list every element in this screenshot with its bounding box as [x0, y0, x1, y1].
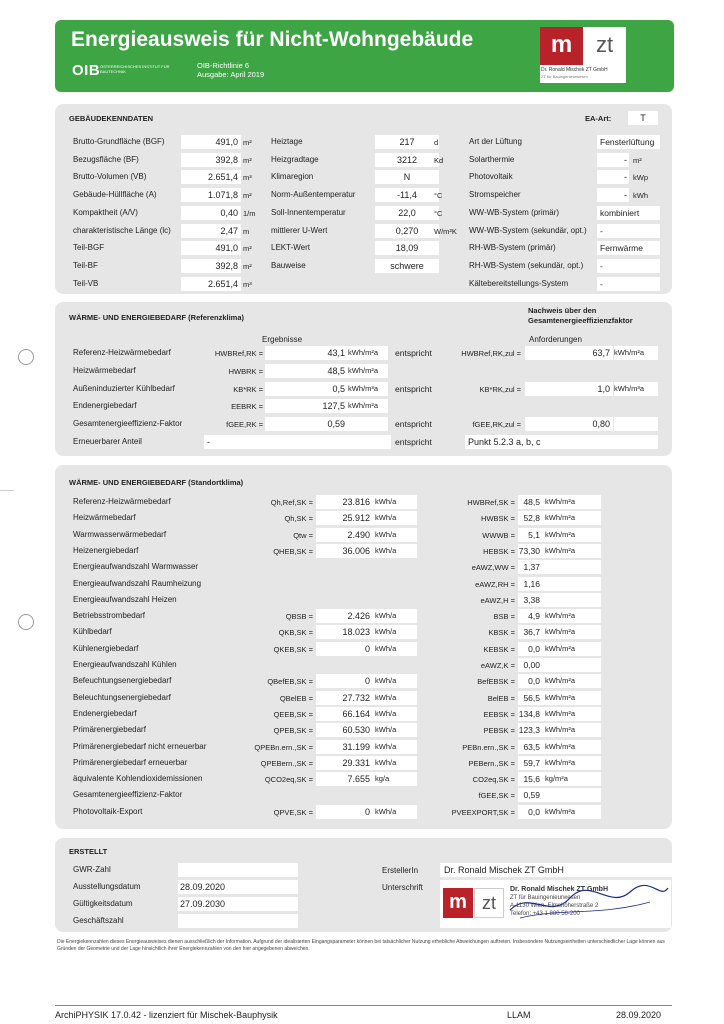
kenndaten-label: Heizgradtage — [271, 154, 319, 164]
standort-q-value: 2.490 — [316, 528, 373, 542]
kenndaten-unit: m³ — [243, 173, 252, 183]
standort-s-unit: kWh/m²a — [543, 707, 601, 721]
referenz-unit: kWh/m²a — [348, 399, 388, 413]
punch-hole-icon — [18, 349, 34, 365]
kenndaten-unit: kWh — [633, 191, 648, 201]
referenz-label: Heizwärmebedarf — [73, 365, 136, 375]
logo-company-subtitle: ZT für Bauingenieurwesen — [541, 74, 588, 79]
kenndaten-label: Kältebereitstellungs-System — [469, 278, 569, 288]
standort-s-symbol: eAWZ,RH = — [475, 579, 515, 589]
standort-q-unit: kWh/a — [373, 674, 417, 688]
stamp-logo-zt-icon: zt — [474, 888, 504, 918]
company-logo — [540, 27, 626, 83]
referenz-label: Referenz-Heizwärmebedarf — [73, 348, 171, 357]
standort-q-value: 66.164 — [316, 707, 373, 721]
standort-label: Befeuchtungsenergiebedarf — [73, 676, 172, 686]
standort-label: Energieaufwandszahl Kühlen — [73, 660, 177, 669]
standort-q-unit: kWh/a — [373, 495, 417, 509]
kenndaten-value: 22,0 — [375, 206, 439, 220]
standort-s-symbol: PVEEXPORT,SK = — [451, 807, 515, 817]
anforderung-value: 1,0 — [525, 382, 613, 396]
kenndaten-label: Heiztage — [271, 137, 303, 146]
standort-q-unit: kWh/a — [373, 740, 417, 754]
referenz-symbol: KB*RK = — [233, 384, 263, 394]
anforderung-value: Punkt 5.2.3 a, b, c — [465, 435, 658, 449]
standort-s-value: 1,16 — [518, 577, 543, 591]
logo-m-icon: m — [540, 27, 583, 65]
erstellt-value — [178, 914, 298, 928]
standort-s-symbol: PEBern.,SK = — [468, 758, 515, 768]
gebaeudekenndaten-panel — [55, 104, 672, 294]
kenndaten-value: - — [597, 153, 629, 167]
kenndaten-value: 2.651,4 — [181, 277, 241, 291]
referenz-value: 0,59 — [265, 417, 348, 431]
standort-q-unit: kWh/a — [373, 528, 417, 542]
standort-s-unit: kWh/m²a — [543, 740, 601, 754]
kenndaten-value: 217 — [375, 135, 439, 149]
standort-s-unit: kWh/m²a — [543, 674, 601, 688]
anforderung-value: 63,7 — [525, 346, 613, 360]
standort-s-value: 63,5 — [518, 740, 543, 754]
referenz-status: entspricht — [395, 437, 432, 447]
kenndaten-value: 1.071,8 — [181, 188, 241, 202]
standort-q-unit: kWh/a — [373, 723, 417, 737]
standort-s-unit: kWh/m²a — [543, 528, 601, 542]
standort-q-symbol: QCO2eq,SK = — [264, 775, 313, 785]
standort-s-unit — [543, 577, 601, 591]
standort-s-value: 48,5 — [518, 495, 543, 509]
referenz-unit: kWh/m³a — [348, 382, 388, 396]
section-title: WÄRME- UND ENERGIEBEDARF (Standortklima) — [69, 478, 244, 487]
standort-label: Energieaufwandszahl Warmwasser — [73, 562, 199, 572]
standort-s-value: 1,37 — [518, 560, 543, 574]
ersteller-value: Dr. Ronald Mischek ZT GmbH — [440, 863, 674, 877]
footer-software: ArchiPHYSIK 17.0.42 - lizenziert für Mischek-Bauphysik — [55, 1010, 278, 1020]
anforderung-unit: kWh/m³a — [614, 382, 658, 396]
signature-box — [440, 880, 671, 928]
standort-label: äquivalente Kohlendioxidemissionen — [73, 774, 203, 784]
kenndaten-value: 3212 — [375, 153, 439, 167]
kenndaten-unit: °C — [434, 191, 443, 201]
standort-label: Kühlenergiebedarf — [73, 643, 139, 653]
standort-s-symbol: fGEE,SK = — [478, 791, 515, 801]
kenndaten-value: 18,09 — [375, 241, 439, 255]
standort-q-symbol: QPVE,SK = — [273, 807, 313, 817]
standort-s-value: 0,0 — [518, 674, 543, 688]
standort-q-symbol: QBelEB = — [279, 693, 313, 703]
kenndaten-unit: m² — [243, 244, 252, 254]
standort-q-value: 29.331 — [316, 756, 373, 770]
referenz-value: 43,1 — [265, 346, 348, 360]
standort-s-symbol: eAWZ,K = — [480, 661, 515, 670]
standort-label: Endenergiebedarf — [73, 708, 137, 718]
referenz-status: entspricht — [395, 383, 432, 394]
kenndaten-label: charakteristische Länge (lc) — [73, 225, 171, 235]
referenz-symbol: HWBRK = — [228, 366, 263, 376]
logo-company-name: Dr. Ronald Mischek ZT GmbH — [541, 67, 608, 73]
kenndaten-label: Teil-BF — [73, 260, 98, 270]
kenndaten-label: Klimaregion — [271, 172, 314, 182]
anforderung-symbol: HWBRef,RK,zul = — [461, 349, 521, 358]
richtlinie-info — [197, 61, 264, 79]
standort-q-value: 36.006 — [316, 544, 373, 558]
standort-q-unit: kg/a — [373, 772, 417, 786]
referenz-status: entspricht — [395, 348, 432, 358]
stamp-company-name: Dr. Ronald Mischek ZT GmbH — [510, 886, 609, 893]
kenndaten-value: - — [597, 259, 660, 273]
referenz-symbol: fGEE,RK = — [226, 420, 263, 430]
referenz-symbol: EEBRK = — [231, 402, 263, 412]
referenz-label: Gesamtenergieeffizienz-Faktor — [73, 419, 183, 429]
standort-q-symbol: QBefEB,SK = — [267, 677, 313, 687]
referenz-label: Erneuerbarer Anteil — [73, 437, 142, 446]
referenz-value: 0,5 — [265, 382, 348, 396]
footer-divider — [55, 1005, 672, 1006]
logo-zt-icon: zt — [595, 32, 614, 57]
standort-label: Primärenergiebedarf erneuerbar — [73, 757, 188, 767]
standort-q-symbol: QPEB,SK = — [273, 726, 313, 736]
standortklima-panel — [55, 465, 672, 829]
standort-s-unit: kWh/m²a — [543, 625, 601, 639]
standort-q-symbol: QKEB,SK = — [273, 644, 313, 654]
standort-q-value: 0 — [316, 642, 373, 656]
standort-q-symbol: Qtw = — [293, 530, 313, 540]
handwritten-signature-icon — [500, 880, 670, 926]
kenndaten-label: RH-WB-System (primär) — [469, 243, 556, 253]
kenndaten-value: 2.651,4 — [181, 170, 241, 184]
standort-q-value: 2.426 — [316, 609, 373, 623]
kenndaten-unit: kWp — [633, 173, 648, 183]
stamp-line-3: A-1130 Wien, Elmshöherstraße 2 — [510, 903, 599, 909]
standort-s-symbol: HEBSK = — [483, 546, 515, 556]
standort-label: Energieaufwandszahl Heizen — [73, 594, 177, 604]
kenndaten-label: Solarthermie — [469, 154, 515, 164]
kenndaten-unit: m² — [633, 155, 642, 165]
standort-s-value: 52,8 — [518, 511, 543, 525]
standort-q-unit: kWh/a — [373, 642, 417, 656]
standort-q-symbol: Qh,Ref,SK = — [270, 498, 313, 507]
standort-label: Energieaufwandszahl Raumheizung — [73, 578, 202, 588]
standort-q-unit: kWh/a — [373, 756, 417, 770]
standort-s-symbol: EEBSK = — [483, 709, 515, 719]
standort-s-symbol: BelEB = — [487, 693, 515, 703]
standort-q-symbol: QEEB,SK = — [273, 709, 313, 719]
referenz-label: Endenergiebedarf — [73, 401, 137, 411]
referenz-value: 48,5 — [265, 364, 348, 378]
standort-q-unit: kWh/a — [373, 511, 417, 525]
kenndaten-label: Soll-Innentemperatur — [271, 207, 346, 217]
standort-q-unit: kWh/a — [373, 805, 417, 819]
kenndaten-label: Bezugsfläche (BF) — [73, 154, 139, 164]
standort-q-value: 18.023 — [316, 625, 373, 639]
referenz-unit: kWh/m²a — [348, 346, 388, 360]
referenz-value: - — [204, 435, 391, 449]
anforderungen-heading: Anforderungen — [529, 335, 582, 344]
kenndaten-value: -11,4 — [375, 188, 439, 202]
standort-q-symbol: QBSB = — [285, 612, 313, 622]
kenndaten-label: Teil-VB — [73, 278, 99, 288]
kenndaten-value: N — [375, 170, 439, 184]
standort-s-unit — [543, 788, 601, 802]
ea-art-label: EA-Art: — [585, 114, 612, 123]
section-title: GEBÄUDEKENNDATEN — [69, 114, 154, 123]
standort-s-symbol: eAWZ,WW = — [471, 563, 515, 573]
kenndaten-label: Kompaktheit (A/V) — [73, 207, 138, 217]
kenndaten-value: - — [597, 188, 629, 202]
kenndaten-value: - — [597, 170, 629, 184]
stamp-logo-m-icon: m — [443, 888, 473, 918]
standort-s-symbol: CO2eq,SK = — [472, 775, 515, 785]
standort-s-value: 3,38 — [518, 593, 543, 607]
kenndaten-value: 491,0 — [181, 135, 241, 149]
standort-s-symbol: PEBn.ern.,SK = — [462, 742, 515, 752]
kenndaten-unit: m — [243, 226, 250, 236]
page-title: Energieausweis für Nicht-Wohngebäude — [71, 28, 474, 51]
standort-q-symbol: Qh,SK = — [284, 514, 313, 524]
kenndaten-unit: m² — [243, 138, 252, 147]
standort-s-unit: kWh/m²a — [543, 495, 601, 509]
kenndaten-label: Norm-Außentemperatur — [271, 190, 356, 200]
kenndaten-value: schwere — [375, 259, 439, 273]
standort-s-symbol: BefEBSK = — [477, 677, 515, 687]
ausgabe-label: Ausgabe: April 2019 — [197, 70, 265, 79]
kenndaten-value: 392,8 — [181, 259, 241, 273]
standort-q-unit: kWh/a — [373, 691, 417, 705]
disclaimer-text: Die Energiekennzahlen dieses Energieausweises dienen ausschließlich der Information. Aufgrund der idealisierten Eingangsparameter können bei tatsächlicher Nutzung erhebliche Abweichungen auftreten. Insbesondere Nutzungseinheiten unterschiedlicher Lage können aus Gründen der Geometrie und der Lage hinsichtlich ihrer Energiekennzahlen von den hier angegebenen abweichen. — [57, 939, 665, 952]
standort-s-symbol: HWBSK = — [481, 514, 515, 524]
standort-s-unit: kWh/m²a — [543, 805, 601, 819]
kenndaten-label: Teil-BGF — [73, 243, 105, 253]
standort-q-value: 31.199 — [316, 740, 373, 754]
erstellt-panel — [55, 838, 672, 932]
header-banner — [55, 20, 674, 92]
standort-label: Kühlbedarf — [73, 627, 112, 637]
nachweis-label-line2: Gesamtenergieeffizienzfaktor — [528, 316, 633, 325]
kenndaten-value: 2,47 — [181, 224, 241, 238]
erstellt-label: GWR-Zahl — [73, 865, 111, 874]
standort-label: Referenz-Heizwärmebedarf — [73, 497, 171, 506]
kenndaten-unit: d — [434, 138, 439, 147]
kenndaten-value: Fensterlüftung — [597, 135, 660, 149]
anforderung-symbol: fGEE,RK,zul = — [472, 420, 521, 430]
standort-s-symbol: WWWB = — [482, 530, 515, 540]
kenndaten-label: Bauweise — [271, 260, 306, 270]
kenndaten-value: 0,270 — [375, 224, 439, 238]
section-title: ERSTELLT — [69, 847, 108, 856]
kenndaten-unit: °C — [434, 208, 443, 218]
kenndaten-label: WW-WB-System (primär) — [469, 207, 560, 217]
standort-s-value: 59,7 — [518, 756, 543, 770]
standort-q-unit: kWh/a — [373, 625, 417, 639]
standort-q-symbol: QHEB,SK = — [273, 546, 313, 556]
kenndaten-unit: W/m²K — [434, 226, 457, 236]
erstellt-label: Geschäftszahl — [73, 916, 124, 925]
kenndaten-label: Brutto-Volumen (VB) — [73, 172, 147, 182]
kenndaten-label: LEKT-Wert — [271, 243, 310, 253]
referenz-unit: kWh/m²a — [348, 364, 388, 378]
referenz-value: 127,5 — [265, 399, 348, 413]
nachweis-label-line1: Nachweis über den — [528, 306, 597, 315]
standort-s-value: 0,59 — [518, 788, 543, 802]
standort-s-unit — [543, 593, 601, 607]
anforderung-value: 0,80 — [525, 417, 613, 431]
standort-q-value: 7.655 — [316, 772, 373, 786]
kenndaten-unit: m² — [243, 191, 252, 201]
kenndaten-label: RH-WB-System (sekundär, opt.) — [469, 260, 584, 270]
kenndaten-value: 392,8 — [181, 153, 241, 167]
erstellt-value: 27.09.2030 — [178, 897, 298, 911]
unterschrift-label: Unterschrift — [382, 883, 423, 892]
ea-art-value: T — [628, 111, 658, 125]
oib-logo-subtitle: ÖSTERREICHISCHES INSTITUT FÜR BAUTECHNIK — [100, 64, 170, 74]
standort-q-symbol: QPEBn.ern.,SK = — [254, 742, 313, 752]
footer-code: LLAM — [507, 1010, 531, 1020]
anforderung-unit — [614, 417, 658, 431]
kenndaten-value: 0,40 — [181, 206, 241, 220]
standort-s-unit: kg/m²a — [543, 772, 601, 786]
standort-s-value: 0,0 — [518, 642, 543, 656]
standort-q-symbol: QKB,SK = — [278, 628, 313, 638]
ersteller-label: ErstellerIn — [382, 866, 419, 875]
standort-s-unit: kWh/m²a — [543, 511, 601, 525]
standort-s-unit — [543, 658, 601, 672]
standort-label: Heizwärmebedarf — [73, 513, 136, 523]
erstellt-value: 28.09.2020 — [178, 880, 298, 894]
kenndaten-value: Fernwärme — [597, 241, 660, 255]
kenndaten-label: mittlerer U-Wert — [271, 225, 328, 235]
standort-s-unit: kWh/m²a — [543, 609, 601, 623]
oib-logo-icon: OIB — [72, 62, 101, 79]
section-title: WÄRME- UND ENERGIEBEDARF (Referenzklima) — [69, 313, 245, 322]
standort-q-value: 60.530 — [316, 723, 373, 737]
kenndaten-label: Art der Lüftung — [469, 137, 522, 146]
erstellt-label: Ausstellungsdatum — [73, 882, 141, 891]
referenz-label: Außeninduzierter Kühlbedarf — [73, 383, 175, 393]
kenndaten-value: - — [597, 277, 660, 291]
standort-s-value: 123,3 — [518, 723, 543, 737]
kenndaten-value: 491,0 — [181, 241, 241, 255]
standort-q-symbol: QPEBern.,SK = — [260, 758, 313, 768]
standort-q-value: 25.912 — [316, 511, 373, 525]
kenndaten-unit: Kd — [434, 155, 444, 165]
standort-s-symbol: HWBRef,SK = — [467, 498, 515, 507]
kenndaten-value: - — [597, 224, 660, 238]
standort-q-value: 0 — [316, 674, 373, 688]
standort-s-unit: kWh/m²a — [543, 756, 601, 770]
kenndaten-label: Stromspeicher — [469, 190, 521, 200]
stamp-line-2: ZT für Bauingenieurwesen — [510, 895, 581, 901]
standort-q-value: 23.816 — [316, 495, 373, 509]
standort-s-value: 56,5 — [518, 691, 543, 705]
standort-s-unit: kWh/m²a — [543, 642, 601, 656]
standort-label: Primärenergiebedarf — [73, 725, 146, 735]
standort-s-unit: kWh/m²a — [543, 544, 601, 558]
standort-s-value: 15,6 — [518, 772, 543, 786]
standort-s-value: 134,8 — [518, 707, 543, 721]
kenndaten-unit: m³ — [243, 279, 252, 289]
referenz-unit — [348, 417, 388, 431]
kenndaten-unit: m² — [243, 261, 252, 271]
anforderung-symbol: KB*RK,zul = — [479, 384, 521, 394]
footer-date: 28.09.2020 — [616, 1010, 662, 1020]
erstellt-label: Gültigkeitsdatum — [73, 899, 133, 908]
fold-mark — [0, 490, 14, 491]
kenndaten-label: WW-WB-System (sekundär, opt.) — [469, 225, 587, 235]
standort-s-unit: kWh/m²a — [543, 691, 601, 705]
kenndaten-label: Photovoltaik — [469, 172, 513, 182]
anforderung-unit: kWh/m²a — [614, 346, 658, 360]
standort-label: Warmwasserwärmebedarf — [73, 529, 167, 539]
stamp-line-4: Telefon: +43 1 880 56-200 — [510, 911, 580, 917]
standort-s-symbol: PEBSK = — [483, 726, 515, 736]
kenndaten-label: Brutto-Grundfläche (BGF) — [73, 137, 165, 146]
standort-q-unit: kWh/a — [373, 609, 417, 623]
standort-s-unit — [543, 560, 601, 574]
standort-label: Heizenergiebedarf — [73, 545, 139, 555]
standort-label: Betriebsstrombedarf — [73, 611, 146, 621]
standort-q-value: 0 — [316, 805, 373, 819]
referenz-status: entspricht — [395, 419, 432, 430]
standort-s-symbol: eAWZ,H = — [480, 595, 515, 605]
standort-label: Beleuchtungsenergiebedarf — [73, 692, 171, 702]
standort-s-symbol: KBSK = — [488, 628, 515, 638]
kenndaten-unit: 1/m — [243, 208, 256, 218]
kenndaten-value: kombiniert — [597, 206, 660, 220]
standort-q-unit: kWh/a — [373, 544, 417, 558]
richtlinie-label: OIB-Richtlinie 6 — [197, 61, 250, 70]
standort-s-value: 5,1 — [518, 528, 543, 542]
standort-s-unit: kWh/m²a — [543, 723, 601, 737]
referenzklima-panel — [55, 302, 672, 456]
standort-label: Primärenergiebedarf nicht erneuerbar — [73, 741, 207, 751]
ergebnisse-heading: Ergebnisse — [262, 335, 303, 344]
standort-s-value: 4,9 — [518, 609, 543, 623]
standort-s-symbol: KEBSK = — [483, 644, 515, 654]
standort-label: Gesamtenergieeffizienz-Faktor — [73, 790, 183, 800]
standort-s-value: 0,0 — [518, 805, 543, 819]
kenndaten-unit: m² — [243, 155, 252, 165]
referenz-symbol: HWBRef,RK = — [214, 349, 263, 358]
kenndaten-label: Gebäude-Hüllfläche (A) — [73, 190, 157, 200]
standort-s-symbol: BSB = — [493, 612, 515, 622]
standort-q-unit: kWh/a — [373, 707, 417, 721]
erstellt-value — [178, 863, 298, 877]
standort-label: Photovoltaik-Export — [73, 806, 143, 816]
standort-q-value: 27.732 — [316, 691, 373, 705]
standort-s-value: 36,7 — [518, 625, 543, 639]
standort-s-value: 0,00 — [518, 658, 543, 672]
standort-s-value: 73,30 — [518, 544, 543, 558]
punch-hole-icon — [18, 614, 34, 630]
